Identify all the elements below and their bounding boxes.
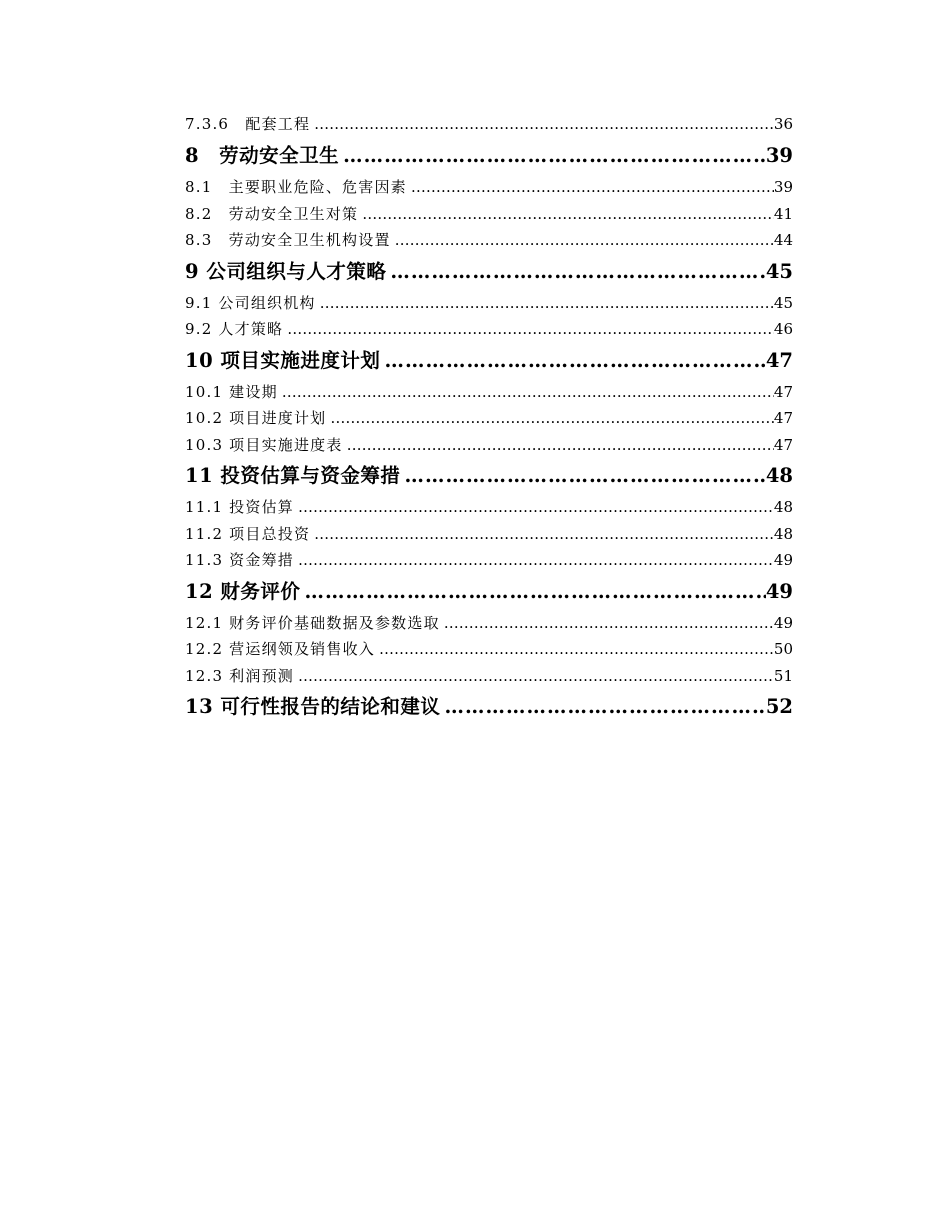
toc-page-number: 39: [773, 178, 793, 196]
toc-entry-label: 10 项目实施进度计划: [185, 348, 381, 372]
toc-dot-leader: [343, 138, 766, 174]
toc-chapter-entry[interactable]: [185, 574, 793, 610]
toc-page-number: 39: [765, 144, 793, 167]
toc-entry-label: 7.3.6 配套工程: [185, 115, 311, 133]
toc-page-number: 49: [773, 551, 793, 569]
toc-page-number: 36: [773, 115, 793, 133]
toc-entry[interactable]: [185, 547, 793, 574]
toc-entry-label: 11.1 投资估算: [185, 498, 294, 516]
toc-entry[interactable]: [185, 316, 793, 343]
toc-dot-leader: [330, 405, 774, 432]
toc-chapter-entry[interactable]: [185, 458, 793, 494]
toc-page-number: 41: [773, 204, 793, 223]
toc-entry[interactable]: [185, 110, 793, 138]
toc-entry[interactable]: [185, 636, 793, 663]
toc-dot-leader: [384, 343, 765, 379]
toc-entry[interactable]: [185, 201, 793, 228]
toc-dot-leader: [304, 574, 765, 610]
toc-entry-label: 8.1 主要职业危险、危害因素: [185, 178, 407, 196]
toc-chapter-entry[interactable]: [185, 343, 793, 379]
toc-entry-label: 11 投资估算与资金筹措: [185, 464, 401, 487]
toc-page-number: 47: [773, 382, 793, 401]
toc-entry-label: 9.2 人才策略: [185, 320, 284, 338]
toc-entry[interactable]: [185, 405, 793, 432]
toc-entry[interactable]: [185, 610, 793, 637]
toc-page-number: 49: [765, 579, 793, 603]
toc-entry[interactable]: [185, 379, 793, 406]
toc-page-number: 45: [765, 259, 793, 283]
toc-dot-leader: [298, 494, 774, 521]
toc-entry[interactable]: [185, 663, 793, 690]
toc-dot-leader: [395, 227, 774, 254]
toc-page-number: 49: [773, 613, 793, 632]
toc-entry-label: 9 公司组织与人才策略: [185, 259, 387, 283]
toc-entry[interactable]: [185, 174, 793, 201]
toc-dot-leader: [298, 547, 774, 574]
toc-entry-label: 11.3 资金筹措: [185, 551, 294, 569]
toc-entry-label: 8.3 劳动安全卫生机构设置: [185, 231, 391, 249]
toc-page-number: 45: [773, 293, 793, 312]
toc-entry-label: 12.3 利润预测: [185, 666, 294, 685]
toc-entry-label: 12 财务评价: [185, 579, 301, 603]
toc-chapter-entry[interactable]: [185, 689, 793, 725]
toc-dot-leader: [362, 201, 774, 228]
toc-dot-leader: [314, 521, 774, 548]
toc-page-number: 47: [765, 348, 793, 372]
toc-page-number: 48: [773, 498, 793, 516]
toc-page-number: 51: [773, 666, 793, 685]
toc-entry-label: 10.2 项目进度计划: [185, 409, 327, 427]
toc-dot-leader: [411, 174, 774, 201]
toc-entry-label: 12.2 营运纲领及销售收入: [185, 640, 375, 658]
toc-dot-leader: [444, 610, 774, 637]
toc-entry[interactable]: [185, 494, 793, 521]
toc-entry-label: 8.2 劳动安全卫生对策: [185, 204, 359, 223]
toc-dot-leader: [287, 316, 774, 343]
toc-dot-leader: [314, 110, 774, 138]
table-of-contents: [185, 110, 793, 725]
toc-page-number: 48: [765, 464, 793, 487]
toc-entry[interactable]: [185, 227, 793, 254]
toc-entry-label: 10.3 项目实施进度表: [185, 435, 343, 454]
toc-page-number: 44: [773, 231, 793, 249]
toc-entry[interactable]: [185, 432, 793, 459]
toc-dot-leader: [379, 636, 774, 663]
toc-entry-label: 12.1 财务评价基础数据及参数选取: [185, 613, 440, 632]
toc-dot-leader: [404, 458, 765, 494]
toc-page-number: 47: [773, 409, 793, 427]
toc-entry-label: 10.1 建设期: [185, 382, 278, 401]
toc-page-number: 47: [773, 435, 793, 454]
toc-entry-label: 13 可行性报告的结论和建议: [185, 695, 441, 718]
toc-page-number: 48: [773, 524, 793, 543]
toc-entry-label: 8 劳动安全卫生: [185, 144, 340, 167]
toc-dot-leader: [298, 663, 774, 690]
toc-entry-label: 9.1 公司组织机构: [185, 293, 316, 312]
toc-dot-leader: [444, 689, 765, 725]
toc-page-number: 52: [765, 695, 793, 718]
toc-chapter-entry[interactable]: [185, 138, 793, 174]
toc-entry-label: 11.2 项目总投资: [185, 524, 311, 543]
toc-dot-leader: [282, 379, 774, 406]
toc-dot-leader: [347, 432, 774, 459]
toc-entry[interactable]: [185, 290, 793, 317]
toc-dot-leader: [390, 254, 766, 290]
toc-page-number: 50: [773, 640, 793, 658]
toc-dot-leader: [320, 290, 774, 317]
toc-page-number: 46: [773, 320, 793, 338]
toc-entry[interactable]: [185, 521, 793, 548]
toc-chapter-entry[interactable]: [185, 254, 793, 290]
